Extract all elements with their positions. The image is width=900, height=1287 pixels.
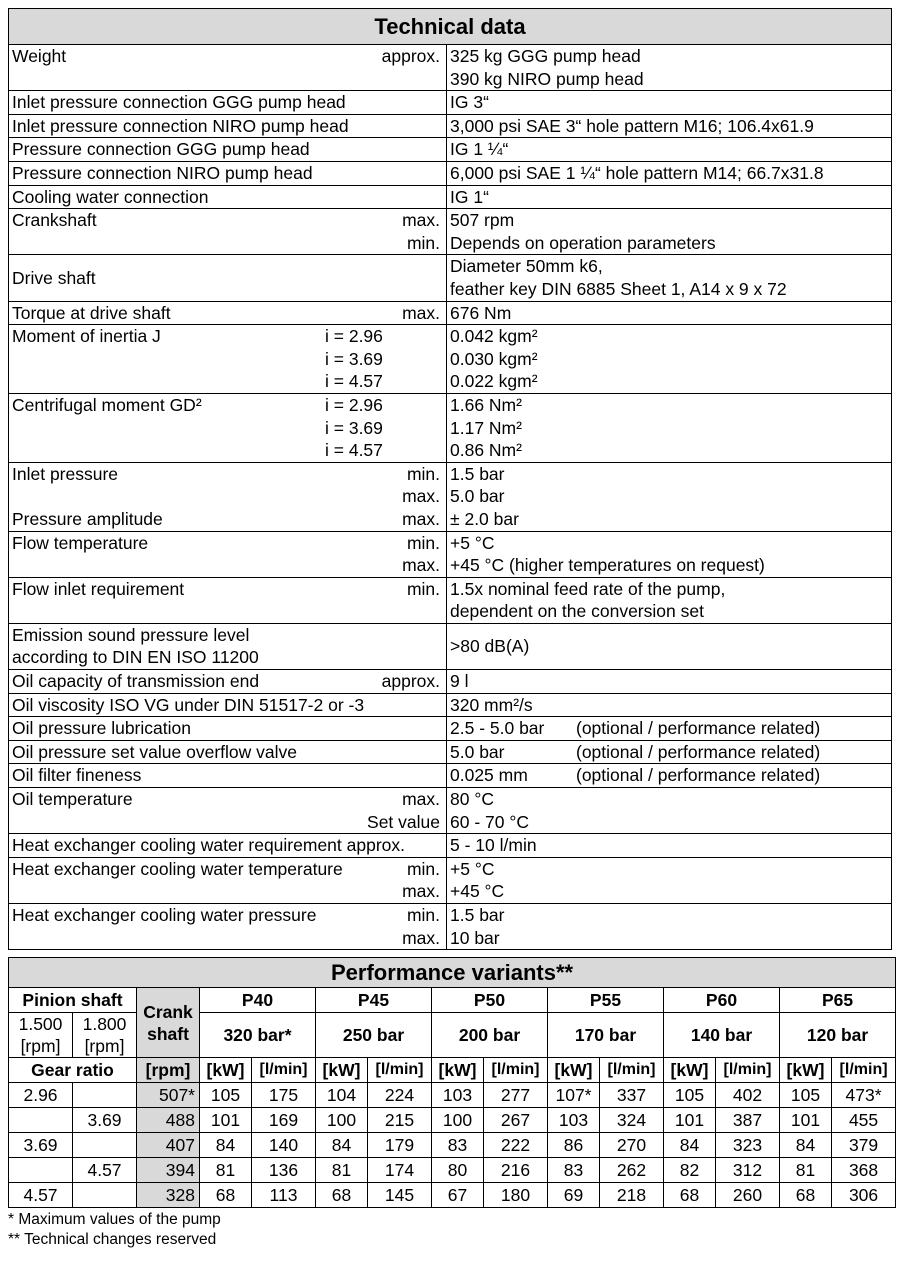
row-oil-temp [9,788,892,834]
unit-kw: [kW] [664,1058,716,1083]
power-kw-value: 100 [432,1108,484,1133]
model-pressure: 320 bar* [200,1013,316,1058]
qual-oil-temp-max: max. [402,789,440,810]
power-kw-value: 68 [664,1183,716,1208]
label-oil-overflow: Oil pressure set value overflow valve [9,740,447,764]
flow-lmin-value: 175 [252,1083,316,1108]
row-oil-overflow [9,740,892,764]
row-flow-inlet [9,577,892,623]
label-hx-req: Heat exchanger cooling water requirement approx. [9,834,447,858]
row-flow-temp [9,531,892,577]
unit-kw: [kW] [432,1058,484,1083]
model-name: P65 [780,988,896,1013]
row-press-ggg [9,138,892,162]
value-flow-inlet-2: dependent on the conversion set [450,601,704,622]
gear-ratio-1500: 4.57 [9,1183,73,1208]
qual-oil-temp-set: Set value [367,811,440,832]
row-oil-capacity [9,670,892,694]
value-oil-viscosity: 320 mm²/s [447,693,892,717]
power-kw-value: 105 [200,1083,252,1108]
unit-lmin: [l/min] [484,1058,548,1083]
pinion-rpm-1500-unit: [rpm] [20,1036,61,1057]
qual-hx-press-min: min. [406,905,440,926]
flow-lmin-value: 323 [716,1133,780,1158]
value-drive-shaft-2: feather key DIN 6885 Sheet 1, A14 x 9 x 72 [450,278,787,299]
unit-kw: [kW] [548,1058,600,1083]
power-kw-value: 103 [548,1108,600,1133]
ratio-inertia-1: i = 2.96 [325,326,383,347]
pinion-rpm-1500 [9,1013,73,1058]
performance-title: Performance variants** [9,958,896,988]
qual-inlet-min: min. [406,463,440,484]
table-row [9,1108,896,1133]
power-kw-value: 105 [664,1083,716,1108]
technical-data-table [8,8,892,950]
flow-lmin-value: 215 [368,1108,432,1133]
value-emission: >80 dB(A) [447,623,892,669]
flow-lmin-value: 312 [716,1158,780,1183]
value-crankshaft-max: 507 rpm [450,210,515,231]
note-oil-overflow: (optional / performance related) [576,741,821,762]
qual-flow-inlet: min. [406,578,440,599]
value-weight-niro: 390 kg NIRO pump head [450,68,644,89]
flow-lmin-value: 140 [252,1133,316,1158]
gear-ratio-1800 [73,1083,137,1108]
pinion-rpm-1800-unit: [rpm] [84,1036,125,1057]
flow-lmin-value: 262 [600,1158,664,1183]
label-hx-temp: Heat exchanger cooling water temperature [12,858,343,879]
gear-ratio-1500 [9,1108,73,1133]
flow-lmin-value: 169 [252,1108,316,1133]
unit-lmin: [l/min] [368,1058,432,1083]
flow-lmin-value: 337 [600,1083,664,1108]
power-kw-value: 81 [200,1158,252,1183]
ratio-inertia-3: i = 4.57 [325,371,383,392]
row-inlet-ggg [9,91,892,115]
footnote-max-values: * Maximum values of the pump [8,1211,221,1229]
power-kw-value: 107* [548,1083,600,1108]
unit-lmin: [l/min] [832,1058,896,1083]
power-kw-value: 81 [316,1158,368,1183]
power-kw-value: 68 [316,1183,368,1208]
crank-rpm-unit: [rpm] [137,1058,200,1083]
row-weight [9,45,892,91]
note-oil-lubrication: (optional / performance related) [576,718,821,739]
row-oil-viscosity [9,693,892,717]
flow-lmin-value: 222 [484,1133,548,1158]
flow-lmin-value: 277 [484,1083,548,1108]
flow-lmin-value: 218 [600,1183,664,1208]
power-kw-value: 101 [780,1108,832,1133]
crank-rpm-value: 328 [137,1183,200,1208]
value-press-niro: 6,000 psi SAE 1 ¼“ hole pattern M14; 66.7x31.8 [447,161,892,185]
row-oil-lubrication [9,717,892,741]
value-crankshaft-min: Depends on operation parameters [450,232,716,253]
gear-ratio-1800: 3.69 [73,1108,137,1133]
value-flow-temp-max: +45 °C (higher temperatures on request) [450,555,765,576]
power-kw-value: 84 [780,1133,832,1158]
qual-torque: max. [402,302,440,323]
unit-lmin: [l/min] [600,1058,664,1083]
label-inlet-pressure: Inlet pressure [12,463,119,484]
technical-data-title: Technical data [9,9,892,45]
flow-lmin-value: 224 [368,1083,432,1108]
qual-oil-capacity: approx. [381,671,440,692]
value-inlet-ggg: IG 3“ [447,91,892,115]
model-name: P55 [548,988,664,1013]
qual-crankshaft-max: max. [402,210,440,231]
flow-lmin-value: 113 [252,1183,316,1208]
table-row [9,1183,896,1208]
value-flow-inlet-1: 1.5x nominal feed rate of the pump, [450,578,726,599]
table-row [9,1083,896,1108]
value-inlet-niro: 3,000 psi SAE 3“ hole pattern M16; 106.4x61.9 [447,114,892,138]
row-inlet-niro [9,114,892,138]
pinion-rpm-1800-value: 1.800 [82,1014,127,1035]
model-pressure: 120 bar [780,1013,896,1058]
power-kw-value: 82 [664,1158,716,1183]
power-kw-value: 84 [664,1133,716,1158]
power-kw-value: 69 [548,1183,600,1208]
label-oil-temp: Oil temperature [12,789,133,810]
value-centrifugal-1: 1.66 Nm² [450,394,522,415]
value-inertia-3: 0.022 kgm² [450,371,538,392]
power-kw-value: 83 [432,1133,484,1158]
label-oil-capacity: Oil capacity of transmission end [12,671,260,692]
value-hx-press-max: 10 bar [450,927,500,948]
value-cooling: IG 1“ [447,185,892,209]
row-hx-temp [9,857,892,903]
crank-shaft-header [137,988,200,1058]
flow-lmin-value: 324 [600,1108,664,1133]
power-kw-value: 83 [548,1158,600,1183]
label-oil-lubrication: Oil pressure lubrication [9,717,447,741]
model-name: P45 [316,988,432,1013]
power-kw-value: 68 [780,1183,832,1208]
model-pressure: 170 bar [548,1013,664,1058]
power-kw-value: 101 [200,1108,252,1133]
model-pressure: 200 bar [432,1013,548,1058]
label-pressure-amplitude: Pressure amplitude [12,508,163,529]
value-hx-temp-max: +45 °C [450,881,505,902]
flow-lmin-value: 368 [832,1158,896,1183]
datasheet-page [8,8,891,1250]
row-cooling [9,185,892,209]
pinion-shaft-header: Pinion shaft [9,988,137,1013]
unit-lmin: [l/min] [252,1058,316,1083]
power-kw-value: 86 [548,1133,600,1158]
power-kw-value: 84 [316,1133,368,1158]
row-emission [9,623,892,669]
value-weight-ggg: 325 kg GGG pump head [450,46,641,66]
note-oil-filter: (optional / performance related) [576,765,821,786]
crank-shaft-header-line2: shaft [147,1023,189,1044]
value-press-ggg: IG 1 ¼“ [447,138,892,162]
value-torque: 676 Nm [447,301,892,325]
label-emission-1: Emission sound pressure level [12,624,250,645]
crank-rpm-value: 407 [137,1133,200,1158]
unit-kw: [kW] [200,1058,252,1083]
value-oil-lubrication: 2.5 - 5.0 bar [450,718,545,739]
gear-ratio-1500: 3.69 [9,1133,73,1158]
label-flow-inlet: Flow inlet requirement [12,578,185,599]
flow-lmin-value: 270 [600,1133,664,1158]
gear-ratio-1500 [9,1158,73,1183]
row-hx-req [9,834,892,858]
label-drive-shaft: Drive shaft [9,255,447,301]
row-drive-shaft [9,255,892,301]
ratio-inertia-2: i = 3.69 [325,348,383,369]
gear-ratio-1800 [73,1133,137,1158]
flow-lmin-value: 174 [368,1158,432,1183]
flow-lmin-value: 455 [832,1108,896,1133]
footnote-changes-reserved: ** Technical changes reserved [8,1231,217,1249]
pinion-rpm-1800 [73,1013,137,1058]
flow-lmin-value: 473* [832,1083,896,1108]
row-inlet-pressure [9,462,892,531]
label-oil-filter: Oil filter fineness [9,764,447,788]
label-weight: Weight [12,46,67,66]
unit-lmin: [l/min] [716,1058,780,1083]
label-inlet-ggg: Inlet pressure connection GGG pump head [9,91,447,115]
flow-lmin-value: 267 [484,1108,548,1133]
qual-flow-temp-min: min. [406,532,440,553]
performance-variants-table [8,957,896,1208]
qual-crankshaft-min: min. [406,232,440,253]
value-oil-filter: 0.025 mm [450,765,528,786]
value-drive-shaft-1: Diameter 50mm k6, [450,256,603,277]
label-cooling: Cooling water connection [9,185,447,209]
row-torque [9,301,892,325]
value-amplitude: ± 2.0 bar [450,508,519,529]
label-inlet-niro: Inlet pressure connection NIRO pump head [9,114,447,138]
power-kw-value: 67 [432,1183,484,1208]
label-press-niro: Pressure connection NIRO pump head [9,161,447,185]
flow-lmin-value: 216 [484,1158,548,1183]
label-flow-temp: Flow temperature [12,532,149,553]
value-flow-temp-min: +5 °C [450,532,495,553]
label-oil-viscosity: Oil viscosity ISO VG under DIN 51517-2 or -3 [9,693,447,717]
row-crankshaft [9,209,892,255]
power-kw-value: 100 [316,1108,368,1133]
gear-ratio-1500: 2.96 [9,1083,73,1108]
crank-rpm-value: 488 [137,1108,200,1133]
power-kw-value: 105 [780,1083,832,1108]
qual-inlet-max: max. [402,486,440,507]
flow-lmin-value: 387 [716,1108,780,1133]
power-kw-value: 68 [200,1183,252,1208]
crank-rpm-value: 507* [137,1083,200,1108]
label-press-ggg: Pressure connection GGG pump head [9,138,447,162]
value-centrifugal-2: 1.17 Nm² [450,417,522,438]
crank-rpm-value: 394 [137,1158,200,1183]
ratio-centrifugal-2: i = 3.69 [325,417,383,438]
unit-kw: [kW] [316,1058,368,1083]
perf-header-units [9,1058,896,1083]
model-name: P40 [200,988,316,1013]
qual-weight: approx. [381,46,440,66]
crank-shaft-header-line1: Crank [143,1001,193,1022]
power-kw-value: 104 [316,1083,368,1108]
value-oil-capacity: 9 l [447,670,892,694]
gear-ratio-header: Gear ratio [9,1058,137,1083]
pinion-rpm-1500-value: 1.500 [18,1014,63,1035]
value-hx-req: 5 - 10 l/min [447,834,892,858]
label-emission-2: according to DIN EN ISO 11200 [12,647,259,668]
qual-hx-temp-max: max. [402,881,440,902]
power-kw-value: 101 [664,1108,716,1133]
value-hx-temp-min: +5 °C [450,858,495,879]
unit-kw: [kW] [780,1058,832,1083]
flow-lmin-value: 179 [368,1133,432,1158]
value-hx-press-min: 1.5 bar [450,905,505,926]
power-kw-value: 84 [200,1133,252,1158]
table-row [9,1158,896,1183]
model-name: P50 [432,988,548,1013]
model-pressure: 250 bar [316,1013,432,1058]
label-torque: Torque at drive shaft [12,302,171,323]
value-oil-temp-max: 80 °C [450,789,494,810]
value-centrifugal-3: 0.86 Nm² [450,440,522,461]
gear-ratio-1800 [73,1183,137,1208]
value-inlet-max: 5.0 bar [450,486,505,507]
power-kw-value: 80 [432,1158,484,1183]
qual-hx-temp-min: min. [406,858,440,879]
row-inertia [9,325,892,394]
power-kw-value: 81 [780,1158,832,1183]
qual-hx-press-max: max. [402,927,440,948]
model-pressure: 140 bar [664,1013,780,1058]
label-centrifugal: Centrifugal moment GD² [12,394,202,415]
flow-lmin-value: 379 [832,1133,896,1158]
flow-lmin-value: 402 [716,1083,780,1108]
qual-flow-temp-max: max. [402,555,440,576]
row-oil-filter [9,764,892,788]
value-oil-temp-set: 60 - 70 °C [450,811,529,832]
performance-rows [9,1083,896,1208]
table-row [9,1133,896,1158]
flow-lmin-value: 260 [716,1183,780,1208]
footnotes [8,1210,891,1250]
label-crankshaft: Crankshaft [12,210,97,231]
row-centrifugal [9,393,892,462]
value-inertia-1: 0.042 kgm² [450,326,538,347]
row-press-niro [9,161,892,185]
gear-ratio-1800: 4.57 [73,1158,137,1183]
qual-amplitude-max: max. [402,508,440,529]
value-inertia-2: 0.030 kgm² [450,348,538,369]
flow-lmin-value: 145 [368,1183,432,1208]
label-inertia: Moment of inertia J [12,326,161,347]
ratio-centrifugal-3: i = 4.57 [325,440,383,461]
flow-lmin-value: 136 [252,1158,316,1183]
flow-lmin-value: 180 [484,1183,548,1208]
value-oil-overflow: 5.0 bar [450,741,505,762]
row-hx-press [9,904,892,950]
power-kw-value: 103 [432,1083,484,1108]
label-hx-press: Heat exchanger cooling water pressure [12,905,317,926]
value-inlet-min: 1.5 bar [450,463,505,484]
model-name: P60 [664,988,780,1013]
perf-header-models [9,988,896,1013]
flow-lmin-value: 306 [832,1183,896,1208]
ratio-centrifugal-1: i = 2.96 [325,394,383,415]
